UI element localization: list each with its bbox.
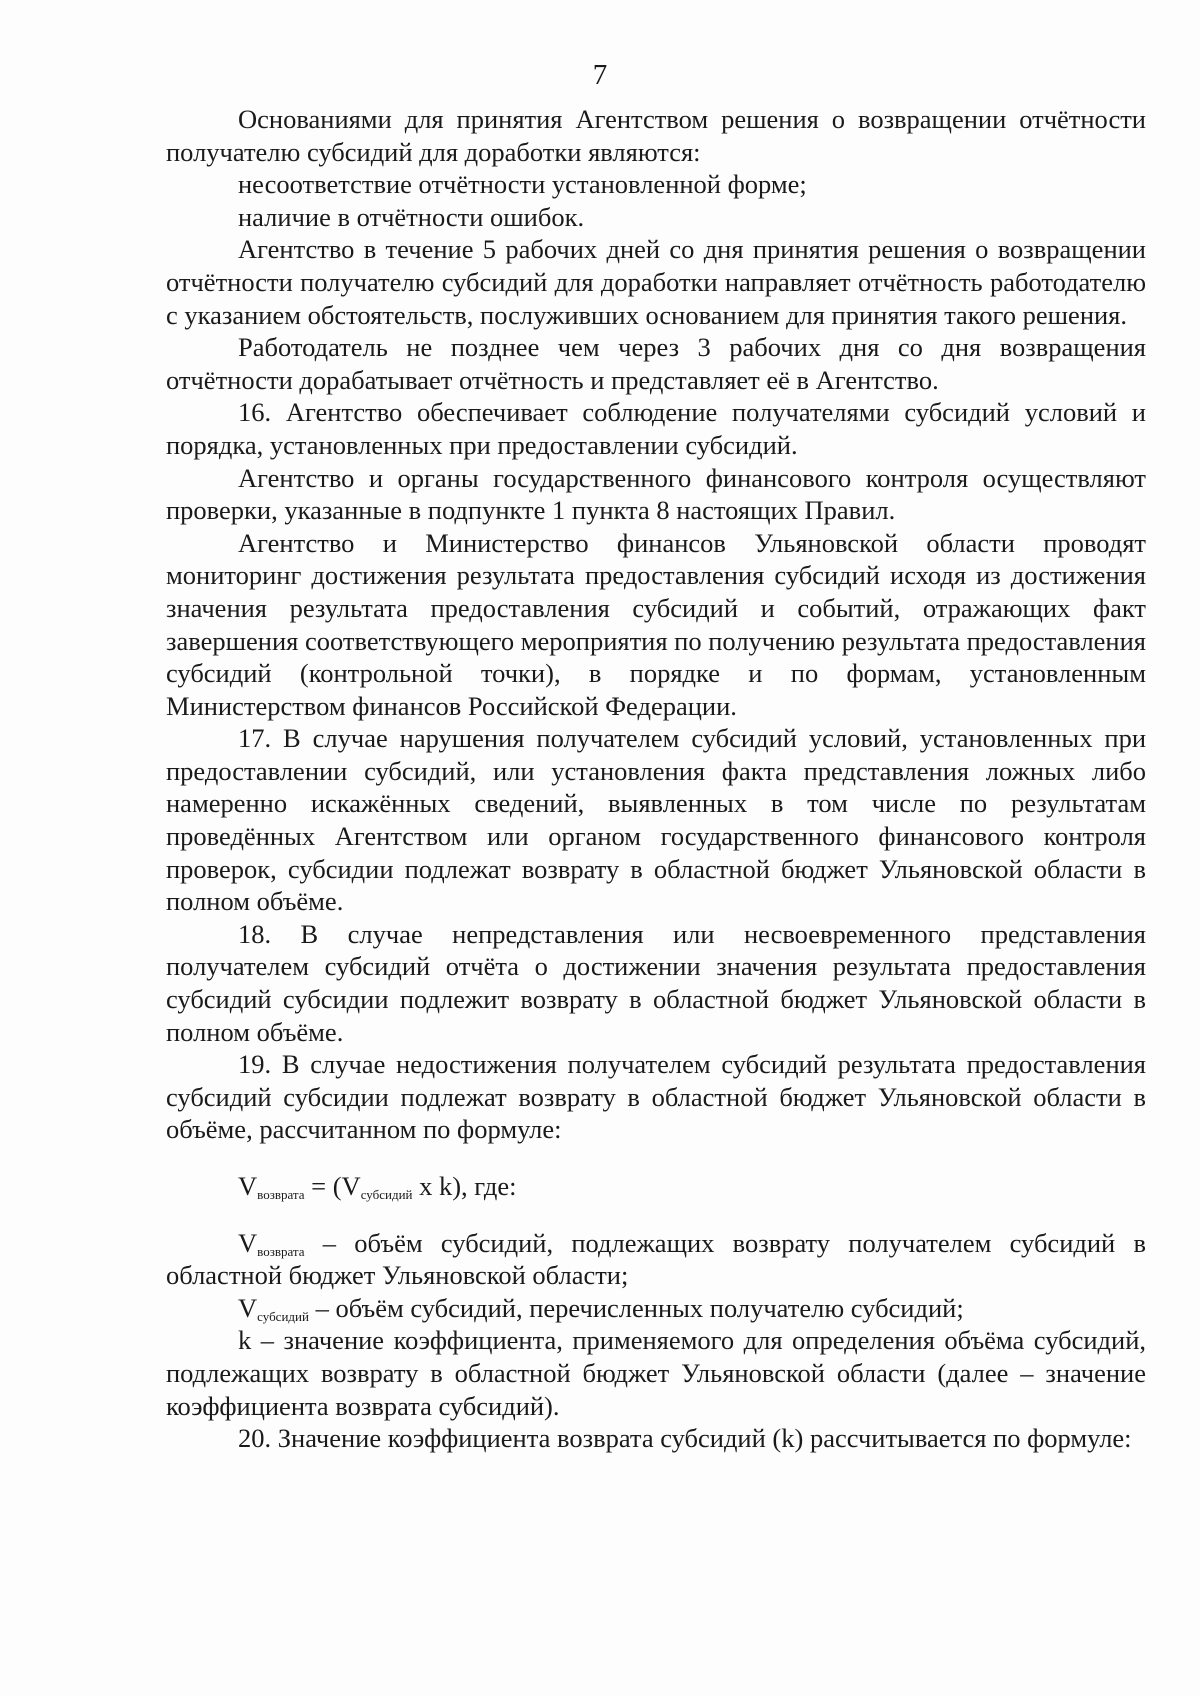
paragraph: Агентство в течение 5 рабочих дней со дня принятия решения о возвращении отчётности получателю субсидий для доработки направляет отчётность работодателю с указанием обстоятельств, послуживших основанием для принятия такого решения. (166, 234, 1146, 330)
definition (166, 1324, 1146, 1422)
paragraph-20: 20. Значение коэффициента возврата субсидий (k) рассчитывается по формуле: (238, 1423, 1132, 1454)
paragraph: Агентство и Министерство финансов Ульяновской области проводят мониторинг достижения результата предоставления субсидий исходя из достижения значения результата предоставления субсидий и событий, отражающих факт завершения соответствующего мероприятия по получению результата предоставления субсидий (контрольной точки), в порядке и по формам, установленным Министерством финансов Российской Федерации. (166, 527, 1146, 721)
document-body (166, 103, 1146, 1455)
paragraph-16: 16. Агентство обеспечивает соблюдение получателями субсидий условий и порядка, установленных при предоставлении субсидий. (166, 397, 1146, 460)
definition-text: – объём субсидий, перечисленных получателю субсидий; (308, 1292, 964, 1323)
return-formula (166, 1170, 1146, 1203)
definition-symbol: V (238, 1292, 258, 1323)
paragraph-17: 17. В случае нарушения получателем субсидий условий, установленных при предоставлении субсидий, или установления факта представления ложных либо намеренно искажённых сведений, выявленных в том числе по результатам проведённых Агентством или органом государственного финансового контроля проверок, субсидии подлежат возврату в областной бюджет Ульяновской области в полном объёме. (166, 723, 1146, 917)
formula-symbol: V (238, 1171, 258, 1201)
formula-subscript: субсидий (360, 1187, 413, 1202)
paragraph-18: 18. В случае непредставления или несвоевременного представления получателем субсидий отчёта о достижении значения результата предоставления субсидий субсидии подлежит возврату в областной бюджет Ульяновской области в полном объёме. (166, 918, 1146, 1047)
formula-subscript: возврата (257, 1187, 305, 1202)
definition-subscript: возврата (257, 1243, 305, 1259)
formula-equals: = (V (304, 1171, 361, 1201)
definition-text: – значение коэффициента, применяемого для определения объёма субсидий, подлежащих возврату в областной бюджет Ульяновской области (далее – значение коэффициента возврата субсидий). (166, 1325, 1146, 1421)
page-number: 7 (592, 59, 608, 91)
definition-text: – объём субсидий, подлежащих возврату получателем субсидий в областной бюджет Ульяновской области; (166, 1227, 1146, 1291)
paragraph: Основаниями для принятия Агентством решения о возвращении отчётности получателю субсидий для доработки являются: (166, 104, 1146, 167)
paragraph-19: 19. В случае недостижения получателем субсидий результата предоставления субсидий субсидии подлежат возврату в областной бюджет Ульяновской области в объёме, рассчитанном по формуле: (166, 1049, 1146, 1145)
paragraph: Работодатель не позднее чем через 3 рабочих дня со дня возвращения отчётности дорабатывает отчётность и представляет её в Агентство. (166, 332, 1146, 395)
paragraph: несоответствие отчётности установленной форме; (238, 169, 807, 200)
formula-rest: x k), где: (412, 1171, 517, 1201)
definition (166, 1292, 1146, 1325)
paragraph: Агентство и органы государственного финансового контроля осуществляют проверки, указанные в подпункте 1 пункта 8 настоящих Правил. (166, 462, 1146, 526)
paragraph: наличие в отчётности ошибок. (238, 201, 585, 232)
definition-subscript: субсидий (257, 1308, 309, 1324)
definition (166, 1227, 1146, 1292)
definition-symbol: V (238, 1227, 258, 1258)
definition-symbol: k (238, 1325, 252, 1356)
